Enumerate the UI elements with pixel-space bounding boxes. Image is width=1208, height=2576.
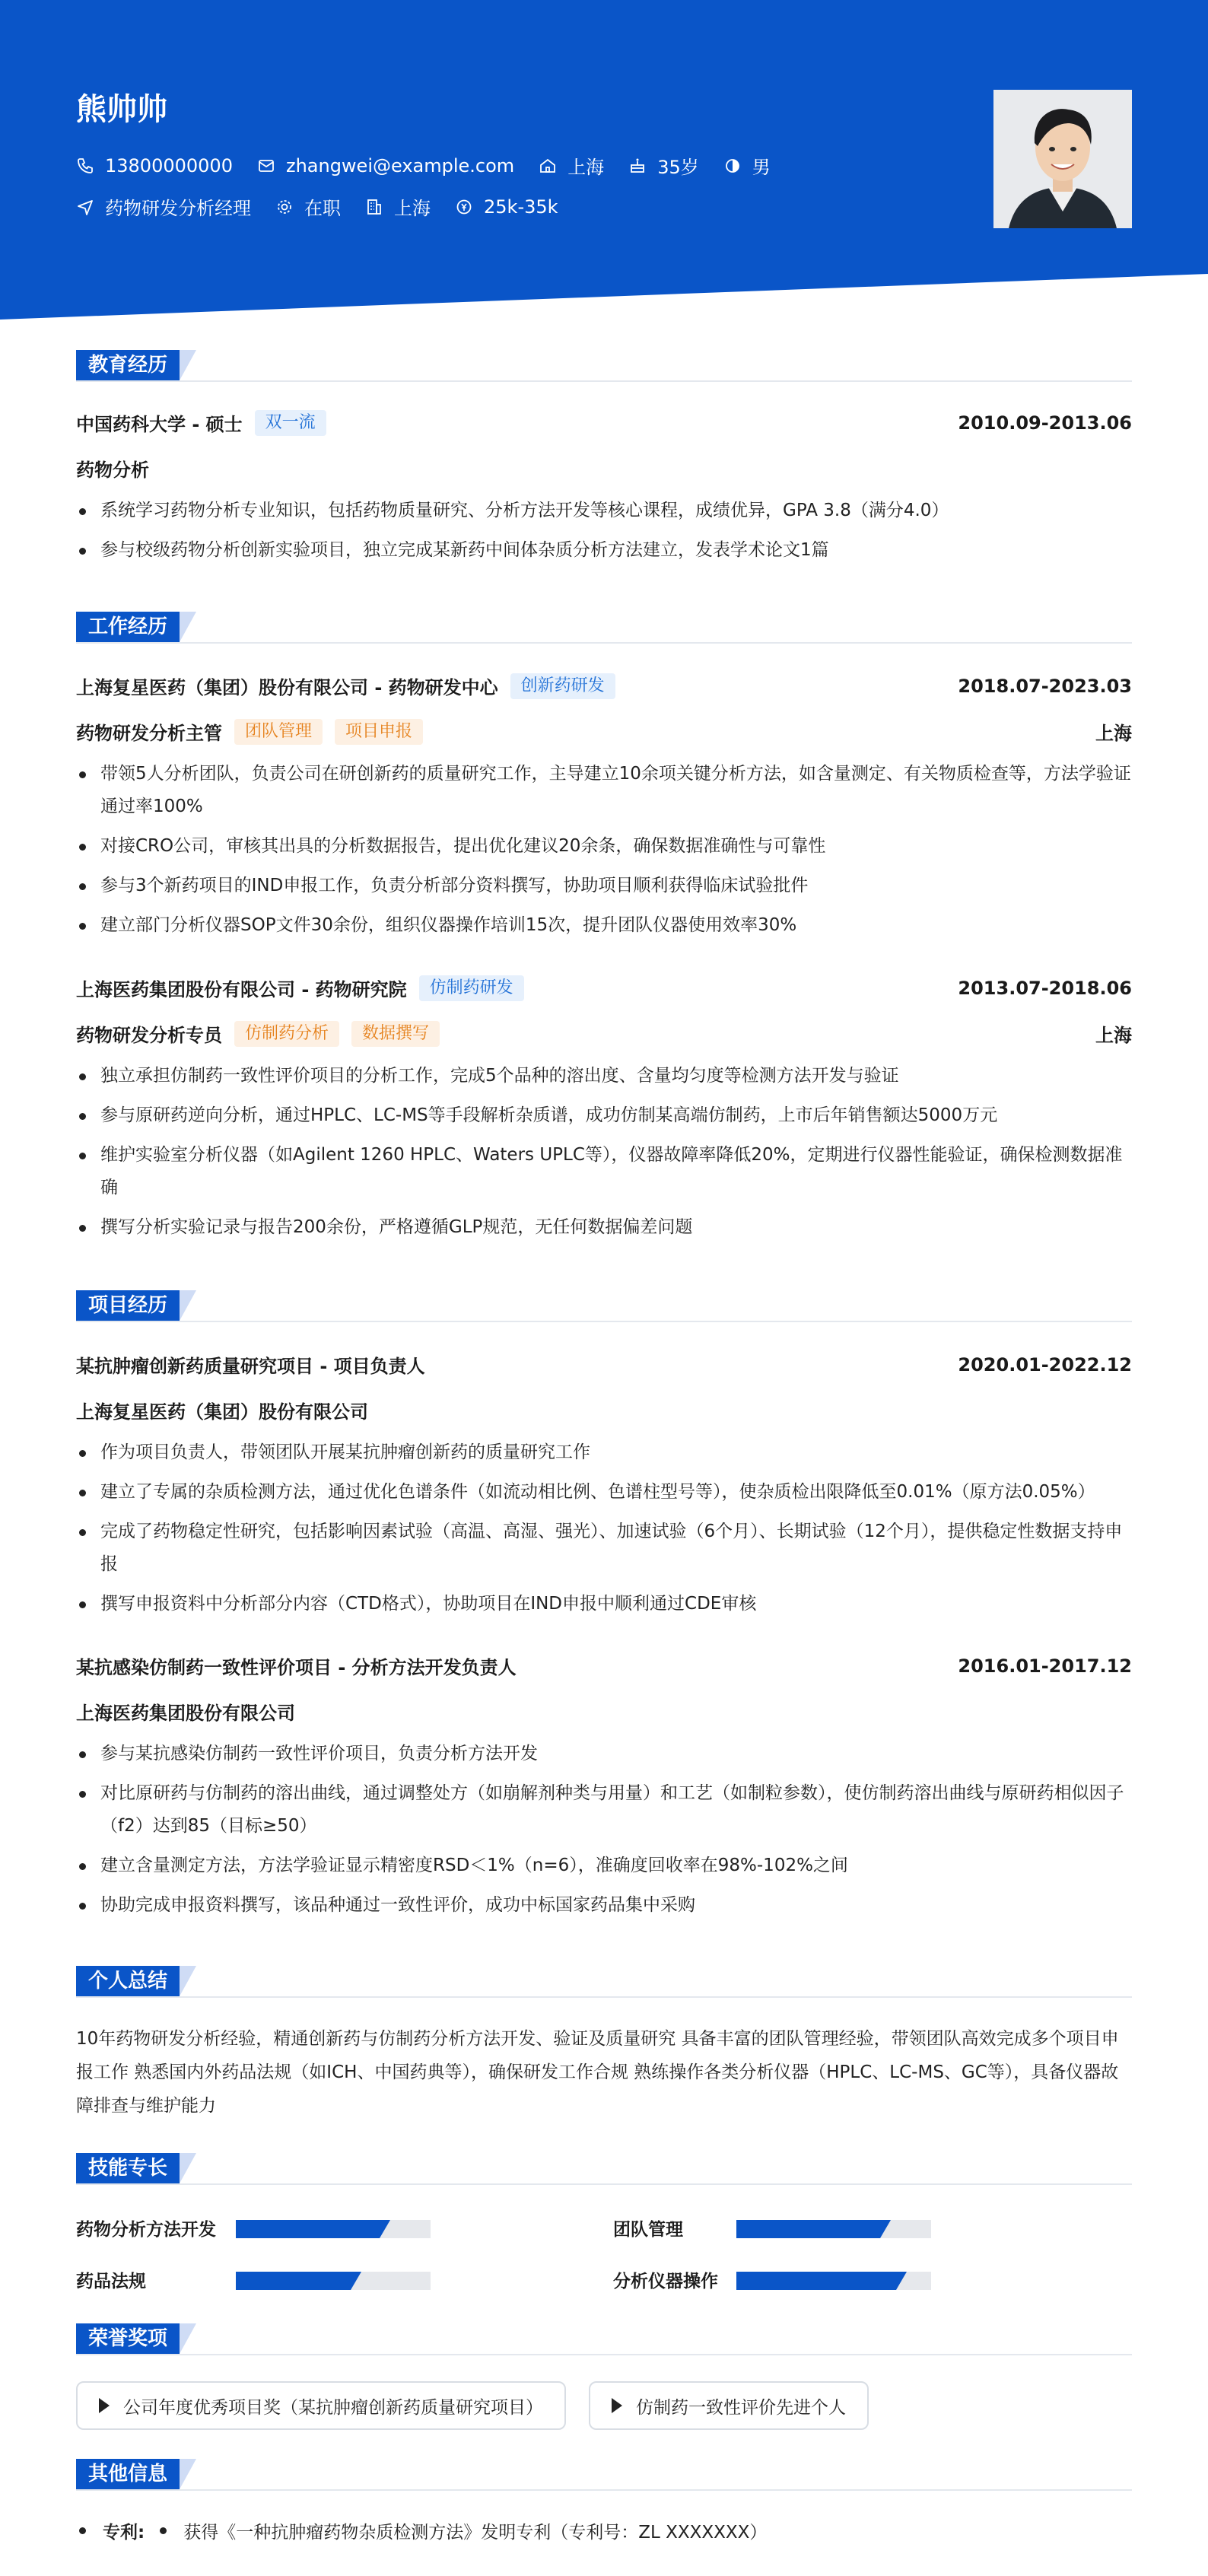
email-item <box>257 155 514 177</box>
skill-item <box>613 2267 718 2292</box>
work-date: 2013.07-2018.06 <box>958 977 1132 999</box>
summary-text: 10年药物研发分析经验，精通创新药与仿制药分析方法开发、验证及质量研究 具备丰富的团队管理经验，带领团队高效完成多个项目申报工作 熟悉国内外药品法规（如ICH、中国药典等），确保研发工作合规 熟练操作各类分析仪器（HPLC、LC-MS、GC等），具备仪器故障排查与维护能力 <box>76 2029 1119 2116</box>
skill-name: 药物分析方法开发 <box>76 2220 216 2240</box>
project-0-header <box>76 1351 1132 1378</box>
play-icon <box>612 2398 622 2413</box>
project-name: 某抗肿瘤创新药质量研究项目 - 项目负责人 <box>76 1356 425 1377</box>
section-divider <box>76 2354 1132 2355</box>
company-name: 上海医药集团股份有限公司 - 药物研究院 <box>76 979 407 1000</box>
work-city-item <box>365 193 431 220</box>
list-item: 建立了专属的杂质检测方法，通过优化色谱条件（如流动相比例、色谱柱型号等），使杂质检出限降低至0.01%（原方法0.05%） <box>76 1476 1132 1509</box>
list-item: 撰写分析实验记录与报告200余份，严格遵循GLP规范，无任何数据偏差问题 <box>76 1211 1132 1244</box>
job-tag: 团队管理 <box>234 719 323 745</box>
list-item: 维护实验室分析仪器（如Agilent 1260 HPLC、Waters UPLC等），仪器故障率降低20%，定期进行仪器性能验证，确保检测数据准确 <box>76 1139 1132 1204</box>
avatar <box>993 90 1132 228</box>
project-0-company-row <box>76 1397 1132 1423</box>
list-item: 对比原研药与仿制药的溶出曲线，通过调整处方（如崩解剂种类与用量）和工艺（如制粒参数），使仿制药溶出曲线与原研药相似因子（f2）达到85（目标≥50） <box>76 1777 1132 1843</box>
work-city-text: 上海 <box>394 198 431 219</box>
bullet-dot <box>160 2527 167 2534</box>
send-icon <box>76 198 94 216</box>
major-row <box>76 455 1132 482</box>
age-text: 35岁 <box>657 157 699 178</box>
phone-icon <box>76 157 94 175</box>
list-item: 建立部门分析仪器SOP文件30余份，组织仪器操作培训15次，提升团队仪器使用效率30% <box>76 909 1132 942</box>
list-item: 带领5人分析团队，负责公司在研创新药的质量研究工作，主导建立10余项关键分析方法，如含量测定、有关物质检查等，方法学验证通过率100% <box>76 758 1132 823</box>
section-project <box>76 1290 180 1321</box>
other-info-row <box>76 2518 767 2543</box>
work-0-bullets <box>76 758 1132 949</box>
section-education <box>76 350 180 380</box>
skill-bar <box>736 2272 931 2290</box>
job-tag: 仿制药分析 <box>234 1021 339 1047</box>
email-text: zhangwei@example.com <box>285 154 515 177</box>
project-date: 2016.01-2017.12 <box>958 1655 1132 1677</box>
skill-name: 分析仪器操作 <box>613 2272 718 2291</box>
job-intent-row <box>76 193 583 220</box>
section-skills-title: 技能专长 <box>76 2153 180 2183</box>
skill-item <box>76 2215 216 2240</box>
gender-icon <box>723 157 742 175</box>
position-item <box>76 193 251 220</box>
project-0-bullets <box>76 1436 1132 1627</box>
section-divider <box>76 1996 1132 1998</box>
list-item: 完成了药物稳定性研究，包括影响因素试验（高温、高湿、强光）、加速试验（6个月）、长期试验（12个月），提供稳定性数据支持申报 <box>76 1515 1132 1581</box>
list-item: 参与某抗感染仿制药一致性评价项目，负责分析方法开发 <box>76 1738 1132 1770</box>
status-item <box>275 193 341 220</box>
education-bullets <box>76 495 1132 574</box>
project-1-company-row <box>76 1698 1132 1725</box>
skill-bar <box>236 2272 431 2290</box>
contact-row <box>76 152 795 179</box>
section-work <box>76 612 180 642</box>
list-item: 参与校级药物分析创新实验项目，独立完成某新药中间体杂质分析方法建立，发表学术论文1篇 <box>76 534 1132 567</box>
list-item: 参与原研药逆向分析，通过HPLC、LC-MS等手段解析杂质谱，成功仿制某高端仿制药，上市后年销售额达5000万元 <box>76 1099 1132 1132</box>
gender-item <box>723 152 771 179</box>
age-item <box>628 152 699 179</box>
list-item: 作为项目负责人，带领团队开展某抗肿瘤创新药的质量研究工作 <box>76 1436 1132 1469</box>
salary-text: 25k-35k <box>484 196 558 218</box>
skill-name: 药品法规 <box>76 2272 146 2291</box>
building-icon <box>365 198 383 216</box>
section-education-title: 教育经历 <box>76 350 180 380</box>
home-icon <box>539 157 557 175</box>
other-value: 获得《一种抗肿瘤药物杂质检测方法》发明专利（专利号：ZL XXXXXXX） <box>183 2523 768 2543</box>
skill-name: 团队管理 <box>613 2220 683 2240</box>
company-badge: 仿制药研发 <box>419 975 524 1001</box>
city-text: 上海 <box>567 157 605 178</box>
money-icon <box>455 198 473 216</box>
skill-fill <box>236 2220 380 2238</box>
project-company: 上海复星医药（集团）股份有限公司 <box>76 1401 368 1423</box>
section-work-title: 工作经历 <box>76 612 180 642</box>
section-skills <box>76 2153 180 2183</box>
major-name: 药物分析 <box>76 460 149 481</box>
project-1-header <box>76 1652 1132 1679</box>
award-text: 仿制药一致性评价先进个人 <box>636 2397 846 2418</box>
list-item: 独立承担仿制药一致性评价项目的分析工作，完成5个品种的溶出度、含量均匀度等检测方法开发与验证 <box>76 1060 1132 1092</box>
salary-item <box>455 196 558 218</box>
award-text: 公司年度优秀项目奖（某抗肿瘤创新药质量研究项目） <box>123 2397 543 2418</box>
phone-text: 13800000000 <box>105 154 233 177</box>
work-1-bullets <box>76 1060 1132 1251</box>
job-city: 上海 <box>1095 723 1132 744</box>
play-icon <box>99 2398 110 2413</box>
work-1-header <box>76 975 1132 1001</box>
skill-item <box>613 2215 683 2240</box>
company-badge: 创新药研发 <box>510 673 615 699</box>
city-item <box>539 152 604 179</box>
section-awards <box>76 2323 180 2354</box>
section-summary-title: 个人总结 <box>76 1966 180 1996</box>
job-city: 上海 <box>1095 1025 1132 1046</box>
school-badge: 双一流 <box>255 410 326 436</box>
list-item: 撰写申报资料中分析部分内容（CTD格式），协助项目在IND申报中顺利通过CDE审核 <box>76 1588 1132 1620</box>
award-chip <box>589 2381 869 2430</box>
project-date: 2020.01-2022.12 <box>958 1353 1132 1375</box>
section-divider <box>76 642 1132 644</box>
bullet-dot <box>79 2527 86 2534</box>
list-item: 参与3个新药项目的IND申报工作，负责分析部分资料撰写，协助项目顺利获得临床试验批件 <box>76 870 1132 902</box>
skill-fill <box>236 2272 351 2290</box>
job-tag: 数据撰写 <box>351 1021 440 1047</box>
project-company: 上海医药集团股份有限公司 <box>76 1703 295 1724</box>
work-0-title-row <box>76 718 1132 745</box>
section-divider <box>76 380 1132 382</box>
other-key: 专利: <box>103 2523 145 2543</box>
skill-item <box>76 2267 146 2292</box>
job-title: 药物研发分析专员 <box>76 1025 222 1046</box>
school-name: 中国药科大学 - 硕士 <box>76 414 243 435</box>
education-date: 2010.09-2013.06 <box>958 412 1132 434</box>
work-date: 2018.07-2023.03 <box>958 675 1132 697</box>
section-awards-title: 荣誉奖项 <box>76 2323 180 2354</box>
award-chip <box>76 2381 566 2430</box>
skill-bar <box>236 2220 431 2238</box>
position-text: 药物研发分析经理 <box>105 198 251 219</box>
phone-item <box>76 155 233 177</box>
section-summary <box>76 1966 180 1996</box>
section-other-title: 其他信息 <box>76 2459 180 2489</box>
list-item: 对接CRO公司，审核其出具的分析数据报告，提出优化建议20余条，确保数据准确性与可靠性 <box>76 830 1132 863</box>
work-1-title-row <box>76 1020 1132 1047</box>
candidate-name: 熊帅帅 <box>76 92 167 127</box>
job-title: 药物研发分析主管 <box>76 723 222 744</box>
section-divider <box>76 1321 1132 1322</box>
project-1-bullets <box>76 1738 1132 1929</box>
cake-icon <box>628 157 647 175</box>
section-divider <box>76 2183 1132 2185</box>
skill-fill <box>736 2272 896 2290</box>
mail-icon <box>257 157 275 175</box>
section-divider <box>76 2489 1132 2491</box>
list-item: 建立含量测定方法，方法学验证显示精密度RSD＜1%（n=6），准确度回收率在98%-102%之间 <box>76 1849 1132 1882</box>
section-project-title: 项目经历 <box>76 1290 180 1321</box>
work-0-header <box>76 673 1132 699</box>
gear-icon <box>275 198 294 216</box>
section-other <box>76 2459 180 2489</box>
company-name: 上海复星医药（集团）股份有限公司 - 药物研发中心 <box>76 677 498 698</box>
list-item: 系统学习药物分析专业知识，包括药物质量研究、分析方法开发等核心课程，成绩优异，GPA 3.8（满分4.0） <box>76 495 1132 527</box>
gender-text: 男 <box>752 157 771 178</box>
education-header <box>76 409 1132 436</box>
skill-fill <box>736 2220 880 2238</box>
list-item: 协助完成申报资料撰写，该品种通过一致性评价，成功中标国家药品集中采购 <box>76 1889 1132 1922</box>
status-text: 在职 <box>304 198 341 219</box>
project-name: 某抗感染仿制药一致性评价项目 - 分析方法开发负责人 <box>76 1657 517 1678</box>
job-tag: 项目申报 <box>335 719 423 745</box>
skill-bar <box>736 2220 931 2238</box>
